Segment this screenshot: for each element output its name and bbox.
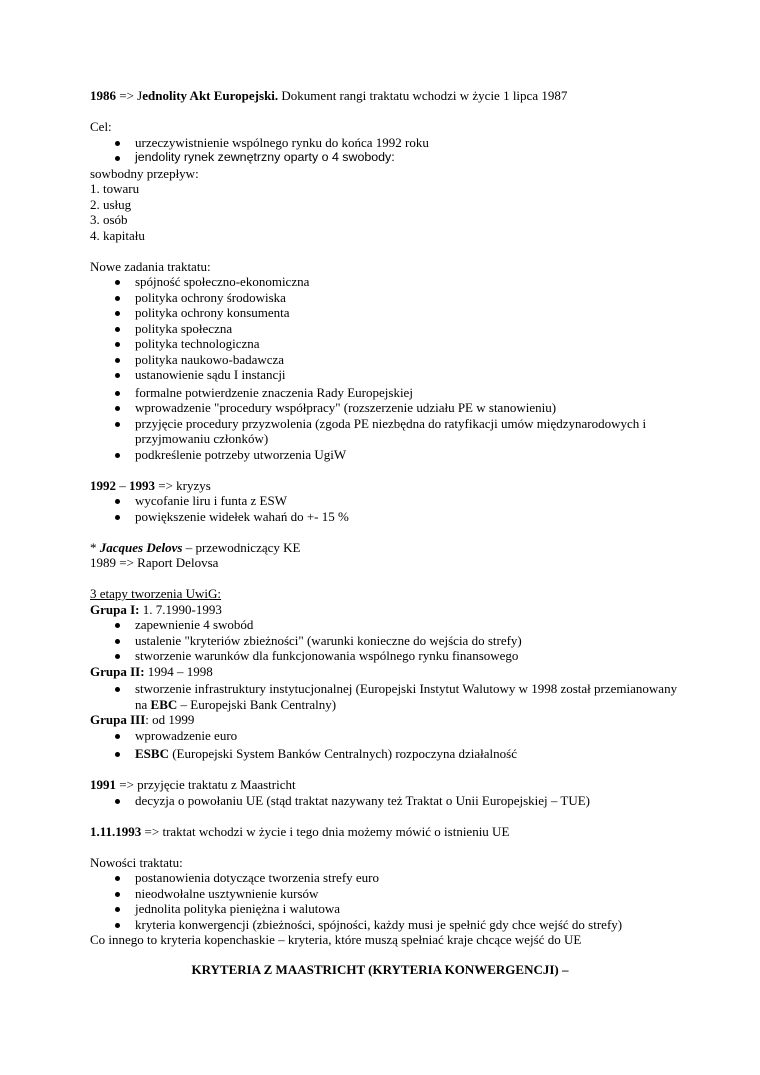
list-item: urzeczywistnienie wspólnego rynku do końca 1992 roku [135, 135, 690, 151]
raport-line: 1989 => Raport Delovsa [90, 555, 219, 570]
list-item: polityka społeczna [135, 321, 690, 337]
list-item: postanowienia dotyczące tworzenia strefy euro [135, 870, 690, 886]
list-item [135, 681, 690, 712]
act-title: ednolity Akt Europejski. [142, 88, 279, 103]
list-item: powiększenie widełek wahań do +- 15 % [135, 509, 690, 525]
list-item: spójność społeczno-ekonomiczna [135, 274, 690, 290]
kryzys-text: => kryzys [155, 477, 211, 493]
list-item: wprowadzenie "procedury współpracy" (rozszerzenie udziału PE w stanowieniu) [135, 400, 690, 416]
list-item: podkreślenie potrzeby utworzenia UgiW [135, 447, 690, 463]
list-item: ustanowienie sądu I instancji [135, 367, 690, 383]
grupa-3-list [90, 728, 690, 762]
date-1-11-1993: 1.11.1993 [90, 823, 142, 839]
dash-text: – [116, 477, 129, 493]
year-1991: 1991 [90, 777, 116, 792]
cel-label: Cel: [90, 119, 112, 134]
list-item: polityka ochrony środowiska [135, 290, 690, 306]
delovs-role: – przewodniczący KE [182, 539, 301, 555]
list-item: nieodwołalne usztywnienie kursów [135, 886, 690, 902]
heading-kryzys [90, 478, 690, 494]
list-item: jendolity rynek zewnętrzny oparty o 4 swobody: [135, 150, 690, 166]
grupa-1-list [90, 617, 690, 664]
arrow-text: => J [116, 88, 143, 103]
nowe-label: Nowe zadania traktatu: [90, 258, 211, 274]
nowosci-label: Nowości traktatu: [90, 854, 183, 870]
grupa-1-date: 1. 7.1990-1993 [139, 601, 222, 617]
flow-item: 2. usług [90, 196, 132, 212]
flow-item: 1. towaru [90, 181, 140, 196]
grupa-2-item-text: stworzenie infrastruktury instytucjonalnej (Europejski Instytut Walutowy w 1998 został przemianowany na [135, 681, 678, 712]
list-item [135, 746, 690, 762]
cel-list [90, 135, 690, 166]
year-1992: 1992 [90, 477, 116, 493]
flow-item: 3. osób [90, 212, 128, 227]
delovs-line [90, 540, 690, 556]
grupa-1-label: Grupa I: [90, 601, 140, 617]
list-item: zapewnienie 4 swobód [135, 617, 690, 633]
heading-1986 [90, 88, 690, 104]
heading-1991 [90, 777, 690, 793]
grupa-2-date: 1994 – 1998 [144, 663, 213, 679]
kopenhaskie-note: Co innego to kryteria kopenchaskie – kryteria, które muszą spełniać kraje chcące wejść do UE [90, 932, 582, 947]
wejscie-text: => traktat wchodzi w życie i tego dnia możemy mówić o istnieniu UE [141, 823, 510, 839]
list-item: stworzenie warunków dla funkcjonowania wspólnego rynku finansowego [135, 648, 690, 664]
grupa-3-line [90, 712, 690, 728]
list-item: polityka ochrony konsumenta [135, 305, 690, 321]
section-title-kryteria: KRYTERIA Z MAASTRICHT (KRYTERIA KONWERGENCJI) – [191, 962, 569, 977]
year-1986: 1986 [90, 88, 116, 103]
esbc-abbrev: ESBC [135, 746, 169, 761]
list-item: kryteria konwergencji (zbieżności, spójności, każdy musi je spełnić gdy chce wejść do strefy) [135, 917, 690, 933]
grupa-3-date: : od 1999 [145, 712, 195, 727]
act-description: Dokument rangi traktatu wchodzi w życie 1 lipca 1987 [278, 88, 568, 103]
list-item: formalne potwierdzenie znaczenia Rady Europejskiej [135, 385, 690, 401]
grupa-2-label: Grupa II: [90, 663, 145, 679]
list-item: jednolita polityka pieniężna i walutowa [135, 901, 690, 917]
nowe-list [90, 274, 690, 462]
list-item: przyjęcie procedury przyzwolenia (zgoda PE niezbędna do ratyfikacji umów międzynarodowych i przyjmowaniu członków) [135, 416, 690, 447]
etapy-heading: 3 etapy tworzenia UwiG: [90, 586, 222, 601]
flow-label: sowbodny przepływ: [90, 165, 199, 181]
maastricht-list [90, 793, 690, 809]
grupa-3-label: Grupa III [90, 712, 146, 727]
grupa-1-line [90, 602, 690, 618]
grupa-2-list [90, 681, 690, 712]
year-1993: 1993 [129, 477, 155, 493]
delovs-name: Jacques Delovs [99, 539, 183, 555]
kryzys-list [90, 493, 690, 524]
list-item: ustalenie "kryteriów zbieżności" (warunki konieczne do wejścia do strefy) [135, 633, 690, 649]
grupa-2-line [90, 664, 690, 680]
flow-item: 4. kapitału [90, 227, 145, 243]
list-item: wycofanie liru i funta z ESW [135, 493, 690, 509]
ebc-abbrev: EBC [150, 696, 178, 712]
list-item: polityka naukowo-badawcza [135, 352, 690, 368]
esbc-text: (Europejski System Banków Centralnych) rozpoczyna działalność [168, 746, 517, 761]
document-body [90, 88, 690, 948]
list-item: polityka technologiczna [135, 336, 690, 352]
list-item: decyzja o powołaniu UE (stąd traktat nazywany też Traktat o Unii Europejskiej – TUE) [135, 793, 690, 809]
list-item: wprowadzenie euro [135, 728, 690, 744]
heading-1993 [90, 824, 690, 840]
star-mark: * [90, 539, 100, 555]
grupa-2-item-tail: – Europejski Bank Centralny) [177, 696, 337, 712]
maastricht-text: => przyjęcie traktatu z Maastricht [116, 777, 296, 792]
nowosci-list [90, 870, 690, 932]
